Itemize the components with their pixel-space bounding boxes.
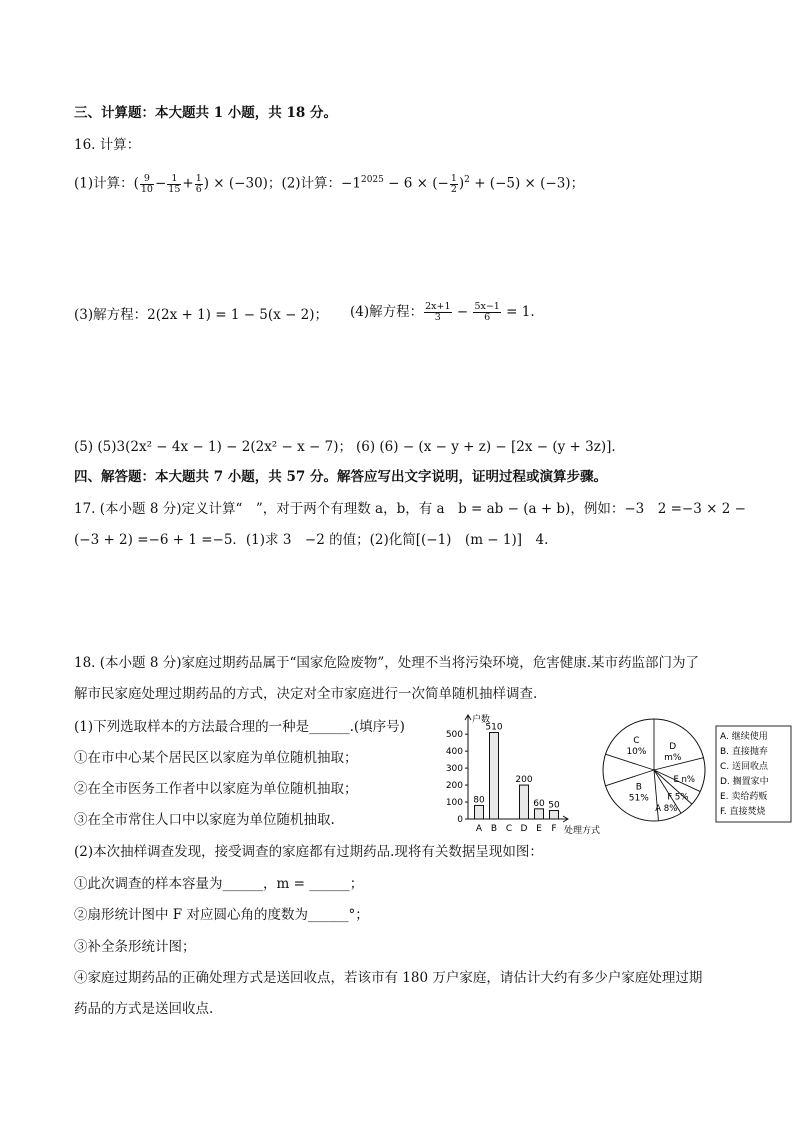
q16-part4 [350,302,535,323]
fraction [450,174,458,195]
q18-sub4-line1: ④家庭过期药品的正确处理方式是送回收点，若该市有 180 万户家庭，请估计大约有多少户家庭处理过期 [74,970,703,986]
q16-p1-prefix: (1)计算：( [74,175,139,192]
operator: − [456,304,469,320]
bar-value-label: 510 [485,722,503,733]
pie-slice-label: A 8% [655,803,678,814]
q16-part6: (6) (6) − (x − y + z) − [2x − (y + 3z)]. [356,439,616,455]
section-heading-3: 三、计算题：本大题共 1 小题，共 18 分。 [74,105,337,121]
numerator: 5x−1 [474,301,500,312]
numerator: 1 [450,172,457,184]
q16-label: 16. 计算： [74,137,141,153]
q16-part5: (5) (5)3(2x² − 4x − 1) − 2(2x² − x − 7)； [74,439,352,455]
x-tick-label: A [475,824,483,834]
pie-slice-value: 10% [626,746,647,757]
pie-slice-label: F 5% [667,792,689,803]
fraction [195,174,203,195]
y-tick-label: 400 [445,747,463,758]
pie-slice-label: B [635,782,642,793]
denominator: 2 [450,183,457,195]
denominator: 15 [168,183,181,195]
q18-option1: ①在市中心某个居民区以家庭为单位随机抽取； [74,750,358,766]
y-tick-label: 500 [445,730,463,741]
q18-line2: 解市民家庭处理过期药品的方式，决定对全市家庭进行一次简单随机抽样调查. [74,686,538,702]
numerator: 2x+1 [425,301,451,312]
numerator: 1 [167,174,181,185]
legend-item: B. 直接抛弃 [720,747,768,757]
bar [490,732,499,819]
y-axis-label: 户数 [472,715,491,725]
q18-part1: (1)下列选取样本的方法最合理的一种是______.(填序号) [74,719,405,735]
fraction [167,174,181,195]
pie-slice-label: E n% [673,775,696,786]
y-tick-label: 300 [445,764,463,775]
legend-item: E. 卖给药贩 [720,792,768,802]
q18-part2: (2)本次抽样调查发现，接受调查的家庭都有过期药品.现将有关数据呈现如图： [74,844,543,860]
q16-p4-prefix: (4)解方程： [350,304,424,320]
q16-part1-2 [74,170,584,195]
denominator: 6 [195,183,202,195]
legend-item: A. 继续使用 [720,732,768,742]
exponent: 2025 [360,175,384,185]
bar [535,809,544,819]
denominator: 6 [484,312,491,323]
pie-slice-value: 51% [628,793,649,804]
legend-item: C. 送回收点 [720,762,769,772]
q16-p2-tail: + (−5) × (−3)； [469,175,585,192]
pie-slice-value: m% [664,753,682,764]
bar-value-label: 60 [533,798,545,809]
bar [475,805,484,819]
pie-chart [598,712,794,832]
denominator: 10 [140,183,153,195]
numerator: 9 [140,174,154,185]
bar-value-label: 50 [548,800,560,811]
denominator: 3 [434,312,441,323]
bar-chart [440,712,615,838]
q17-line2: (−3 + 2) =−6 + 1 =−5．(1)求 3 −2 的值；(2)化简[(−1) (m − 1)] 4. [74,532,549,548]
q18-sub4-line2: 药品的方式是送回收点. [74,1001,214,1017]
operator: − [154,175,167,192]
fraction [424,302,451,323]
q18-option3: ③在全市常住人口中以家庭为单位随机抽取. [74,812,335,828]
x-axis-label: 处理方式 [564,826,601,836]
x-tick-label: F [551,824,557,834]
bar [550,811,559,819]
q18-option2: ②在全市医务工作者中以家庭为单位随机抽取； [74,781,358,797]
section-heading-4: 四、解答题：本大题共 7 小题，共 57 分。解答应写出文字说明，证明过程或演算步骤。 [74,469,607,485]
x-tick-label: E [536,824,542,834]
q17-line1: 17. (本小题 8 分)定义计算“ ”，对于两个有理数 a，b，有 a b = ab − (a + b)，例如：−3 2 =−3 × 2 − [74,501,746,517]
x-tick-label: B [490,824,498,834]
x-tick-label: D [520,824,528,834]
bar-value-label: 80 [473,795,485,806]
bar [520,785,529,819]
bar-value-label: 200 [515,775,533,786]
fraction [140,174,154,195]
q16-p2-mid: − 6 × (− [383,175,449,192]
q16-p2-prefix: (2)计算：−1 [281,175,361,192]
pie-slice-label: D [669,742,677,753]
legend-item: F. 直接焚烧 [720,807,766,817]
q18-sub3: ③补全条形统计图； [74,939,196,955]
q18-sub2: ②扇形统计图中 F 对应圆心角的度数为______°； [74,907,369,923]
legend-item: D. 搁置家中 [720,777,769,787]
exponent: 2 [464,175,470,185]
numerator: 1 [195,172,202,184]
x-tick-label: C [505,824,513,834]
pie-slice-label: C [633,735,640,746]
fraction [473,302,500,323]
paren: ) [458,175,465,192]
q16-p1-tail: ) × (−30)； [203,175,282,192]
q18-sub1: ①此次调查的样本容量为______，m = ______； [74,876,364,892]
q16-part3: (3)解方程：2(2x + 1) = 1 − 5(x − 2)； [74,307,329,323]
q18-line1: 18. (本小题 8 分)家庭过期药品属于“国家危险废物”，处理不当将污染环境，危害健康.某市药监部门为了 [74,655,700,671]
y-tick-label: 200 [445,781,463,792]
q16-p4-tail: = 1. [506,304,535,320]
operator: + [182,175,194,192]
y-tick-label: 0 [457,815,463,825]
y-tick-label: 100 [445,798,463,809]
